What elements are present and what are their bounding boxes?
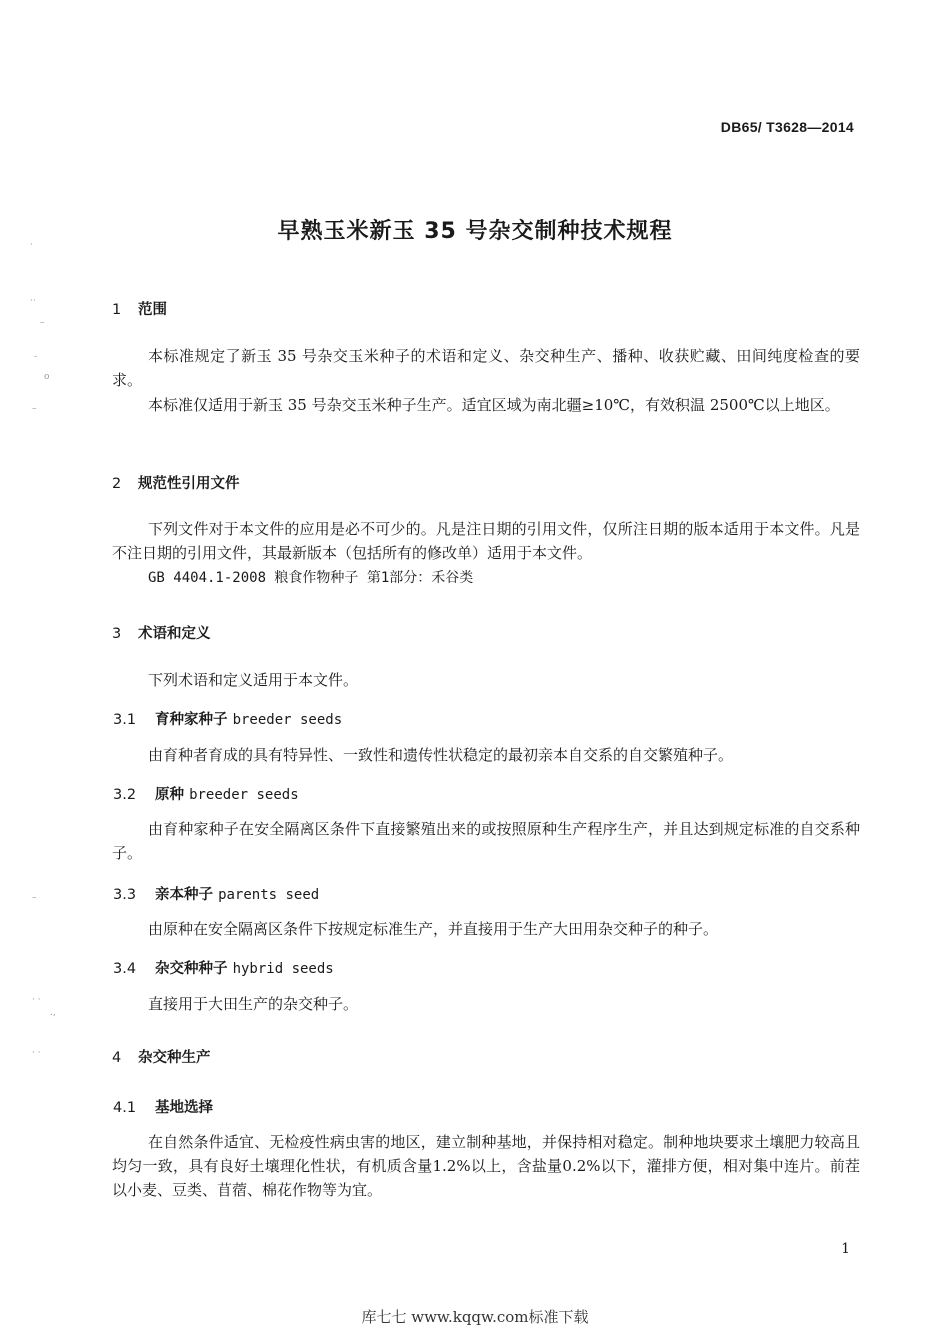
term-title-en: hybrid seeds (232, 961, 334, 977)
reference-entry: GB 4404.1-2008 粮食作物种子 第1部分：禾谷类 (148, 570, 474, 586)
term-number: 3.3 (113, 887, 137, 903)
paragraph: 由育种家种子在安全隔离区条件下直接繁殖出来的或按照原种生产程序生产，并且达到规定标准的自交系种子。 (112, 820, 860, 862)
paragraph: 本标准规定了新玉 35 号杂交玉米种子的术语和定义、杂交种生产、播种、收获贮藏、田间纯度检查的要求。 (112, 347, 860, 389)
term-title-cn: 育种家种子 (155, 712, 228, 728)
term-title-cn: 杂交种种子 (155, 961, 228, 977)
term-title-cn: 亲本种子 (155, 887, 213, 903)
term-number: 3.1 (113, 712, 137, 728)
footer-watermark: 库七七 www.kqqw.com标准下载 (361, 1308, 589, 1326)
paragraph: 由育种者育成的具有特异性、一致性和遗传性状稳定的最初亲本自交系的自交繁殖种子。 (148, 746, 734, 764)
paragraph: 由原种在安全隔离区条件下按规定标准生产，并直接用于生产大田用杂交种子的种子。 (148, 920, 719, 938)
section-number: 4 (112, 1050, 122, 1066)
section-title: 术语和定义 (138, 626, 211, 642)
scan-mark: · · (32, 995, 41, 1005)
paragraph: 本标准仅适用于新玉 35 号杂交玉米种子生产。适宜区域为南北疆≥10℃，有效积温 2500℃以上地区。 (148, 396, 840, 414)
scan-mark: · (30, 240, 33, 250)
paragraph: 在自然条件适宜、无检疫性病虫害的地区，建立制种基地，并保持相对稳定。制种地块要求土壤肥力较高且均匀一致，具有良好土壤理化性状，有机质含量1.2%以上，含盐量0.2%以下，灌排方便，相对集中连片。前茬以小麦、豆类、苜蓿、棉花作物等为宜。 (112, 1133, 860, 1199)
paragraph: 下列术语和定义适用于本文件。 (148, 671, 359, 689)
term-number: 3.4 (113, 961, 137, 977)
term-title-en: parents seed (218, 887, 320, 903)
section-title: 规范性引用文件 (138, 476, 240, 492)
section-heading-normative-references (112, 472, 240, 493)
document-title: 早熟玉米新玉 35 号杂交制种技术规程 (277, 219, 673, 244)
section-heading-terms (112, 622, 211, 643)
term-heading-breeder-seeds (113, 708, 342, 729)
section-number: 3 (112, 626, 122, 642)
standard-code: DB65/ T3628—2014 (720, 119, 854, 135)
term-number: 3.2 (113, 787, 137, 803)
section-number: 1 (112, 302, 122, 318)
subsection-title: 基地选择 (155, 1100, 213, 1116)
subsection-number: 4.1 (113, 1100, 137, 1116)
subsection-heading-base-selection (113, 1096, 213, 1117)
section-number: 2 (112, 476, 122, 492)
scan-mark: – (40, 318, 45, 328)
term-title-en: breeder seeds (189, 787, 299, 803)
scan-mark: o (44, 372, 50, 382)
term-heading-hybrid-seeds (113, 957, 334, 978)
section-heading-hybrid-production (112, 1046, 211, 1067)
scan-mark: · · (32, 1048, 41, 1058)
scan-mark: - (34, 352, 38, 362)
section-heading-scope (112, 298, 167, 319)
page-number: 1 (841, 1241, 850, 1257)
term-heading-original-seeds (113, 783, 299, 804)
term-title-cn: 原种 (155, 787, 184, 803)
term-title-en: breeder seeds (232, 712, 343, 728)
scan-mark: ·· (30, 296, 36, 306)
section-title: 杂交种生产 (138, 1050, 211, 1066)
paragraph: 直接用于大田生产的杂交种子。 (148, 995, 359, 1013)
scan-mark: ., (50, 1008, 56, 1018)
scan-mark: – (32, 404, 37, 414)
scan-mark: – (32, 893, 37, 903)
term-heading-parents-seed (113, 883, 319, 904)
paragraph: 下列文件对于本文件的应用是必不可少的。凡是注日期的引用文件，仅所注日期的版本适用于本文件。凡是不注日期的引用文件，其最新版本（包括所有的修改单）适用于本文件。 (112, 520, 860, 562)
section-title: 范围 (138, 302, 167, 318)
